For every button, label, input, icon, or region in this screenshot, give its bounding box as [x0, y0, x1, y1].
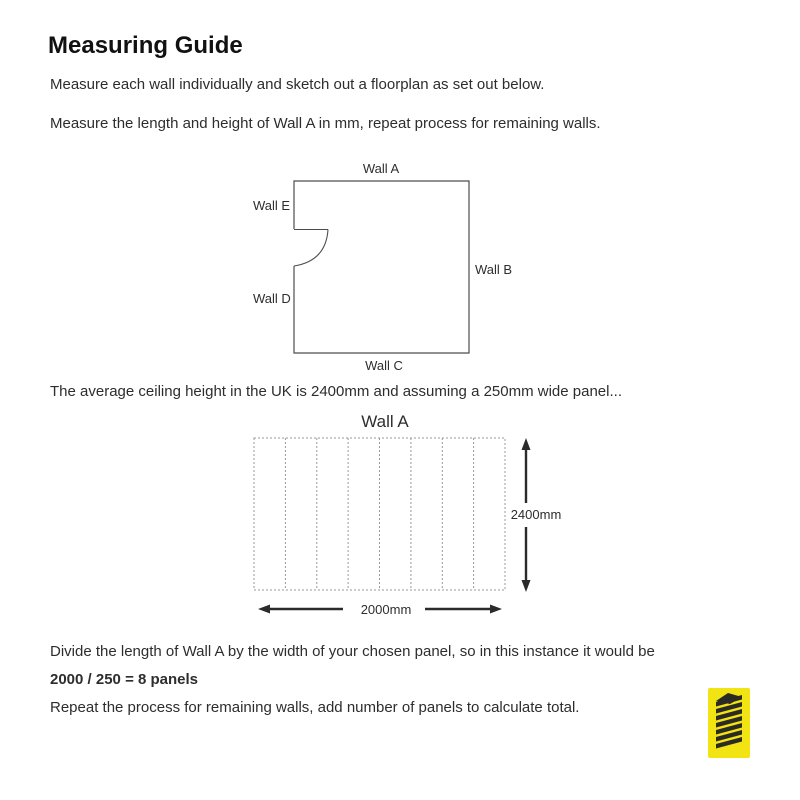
- panel-stack-icon: [708, 688, 750, 758]
- panel-grid-lines: [285, 438, 473, 590]
- door-swing-arc: [294, 230, 328, 267]
- brand-logo: [708, 688, 750, 758]
- calculation-formula: 2000 / 250 = 8 panels: [50, 671, 199, 688]
- floorplan-label-wall-a: Wall A: [362, 161, 400, 176]
- floorplan-label-wall-c: Wall C: [365, 358, 403, 373]
- width-dimension-label: 2000mm: [360, 602, 412, 617]
- floorplan-diagram: [240, 158, 530, 376]
- floorplan-room-outline: [294, 181, 469, 353]
- calculation-intro: Divide the length of Wall A by the width of your chosen panel, so in this instance it would be: [50, 643, 655, 660]
- intro-line-1: Measure each wall individually and sketch out a floorplan as set out below.: [50, 76, 545, 93]
- panel-diagram-title: Wall A: [361, 412, 409, 431]
- floorplan-label-wall-e: Wall E: [253, 198, 291, 213]
- floorplan-label-wall-b: Wall B: [475, 262, 513, 277]
- intro-line-2: Measure the length and height of Wall A in mm, repeat process for remaining walls.: [50, 115, 601, 132]
- height-dimension-label: 2400mm: [510, 507, 562, 522]
- outro-line: Repeat the process for remaining walls, add number of panels to calculate total.: [50, 699, 580, 716]
- page-title: Measuring Guide: [48, 32, 243, 59]
- floorplan-label-wall-d: Wall D: [253, 291, 291, 306]
- ceiling-note: The average ceiling height in the UK is 2400mm and assuming a 250mm wide panel...: [50, 383, 622, 400]
- panel-diagram: [240, 405, 570, 623]
